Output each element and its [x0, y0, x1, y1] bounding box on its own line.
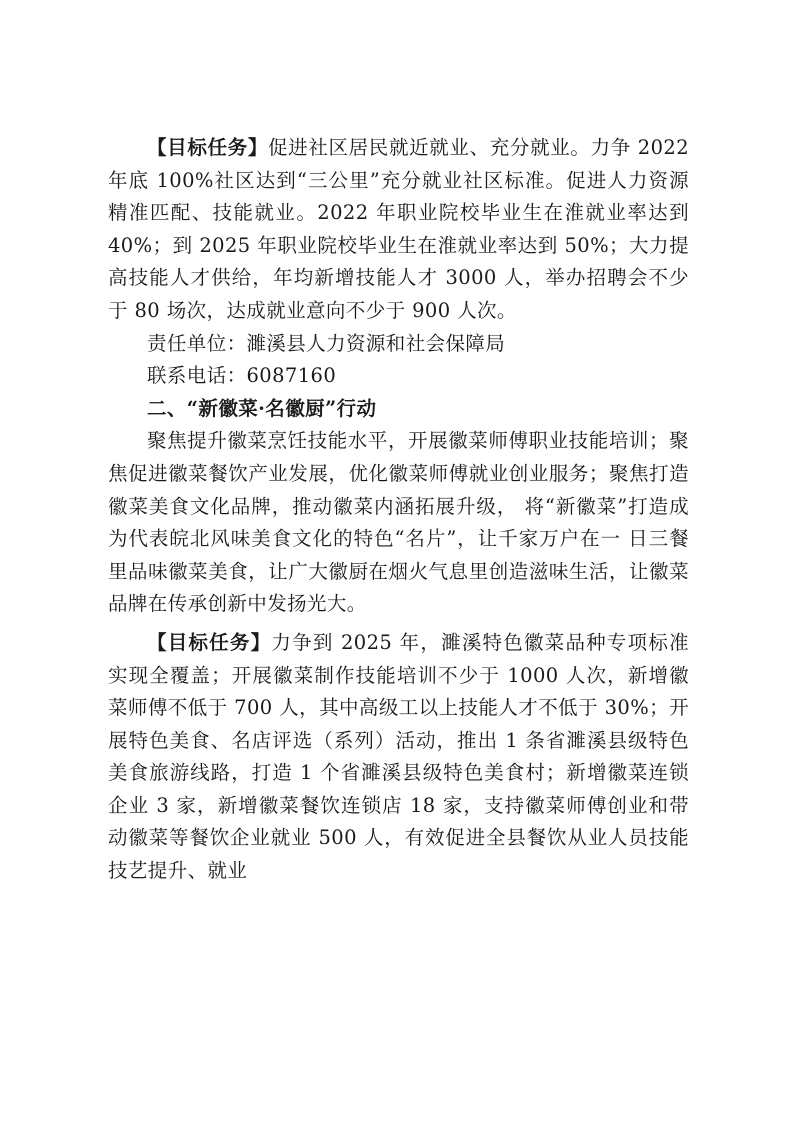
- task-text-one: 促进社区居民就近就业、充分就业。力争 2022 年底 100%社区达到“三公里”充分就业社区标准。促进人力资源精准匹配、技能就业。2022 年职业院校毕业生在淮就业率达到 40%；到 2025 年职业院校毕业生在淮就业率达到 50%；大力提高技能人才供给，年均新增技能人才 3000 人，举办招聘会不少于 80 场次，达成就业意向不少于 900 人次。: [108, 136, 689, 322]
- task-paragraph-two: [108, 627, 689, 888]
- task-paragraph-one: [108, 132, 689, 328]
- task-label-one: 【目标任务】: [147, 136, 268, 159]
- section-heading: 二、“新徽菜·名徽厨”行动: [147, 396, 377, 420]
- responsible-unit: 责任单位：濉溪县人力资源和社会保障局: [147, 331, 506, 355]
- task-label-two: 【目标任务】: [147, 630, 272, 654]
- task-text-two: 力争到 2025 年，濉溪特色徽菜品种专项标准实现全覆盖；开展徽菜制作技能培训不少于 1000 人次，新增徽菜师傅不低于 700 人，其中高级工以上技能人才不低于 30%；开展特色美食、名店评选（系列）活动，推出 1 条省濉溪县级特色美食旅游线路，打造 1 个省濉溪县级特色美食村；新增徽菜连锁企业 3 家，新增徽菜餐饮连锁店 18 家，支持徽菜师傅创业和带动徽菜等餐饮企业就业 500 人，有效促进全县餐饮从业人员技能技艺提升、就业: [108, 630, 689, 883]
- contact-phone: 联系电话：6087160: [147, 364, 337, 388]
- intro-paragraph: 聚焦提升徽菜烹饪技能水平，开展徽菜师傅职业技能培训；聚焦促进徽菜餐饮产业发展，优化徽菜师傅就业创业服务；聚焦打造徽菜美食文化品牌，推动徽菜内涵拓展升级， 将“新徽菜”打造成为代表皖北风味美食文化的特色“名片”，让千家万户在一 日三餐里品味徽菜美食，让广大徽厨在烟火气息里创造滋味生活，让徽菜品牌在传承创新中发扬光大。: [108, 429, 689, 616]
